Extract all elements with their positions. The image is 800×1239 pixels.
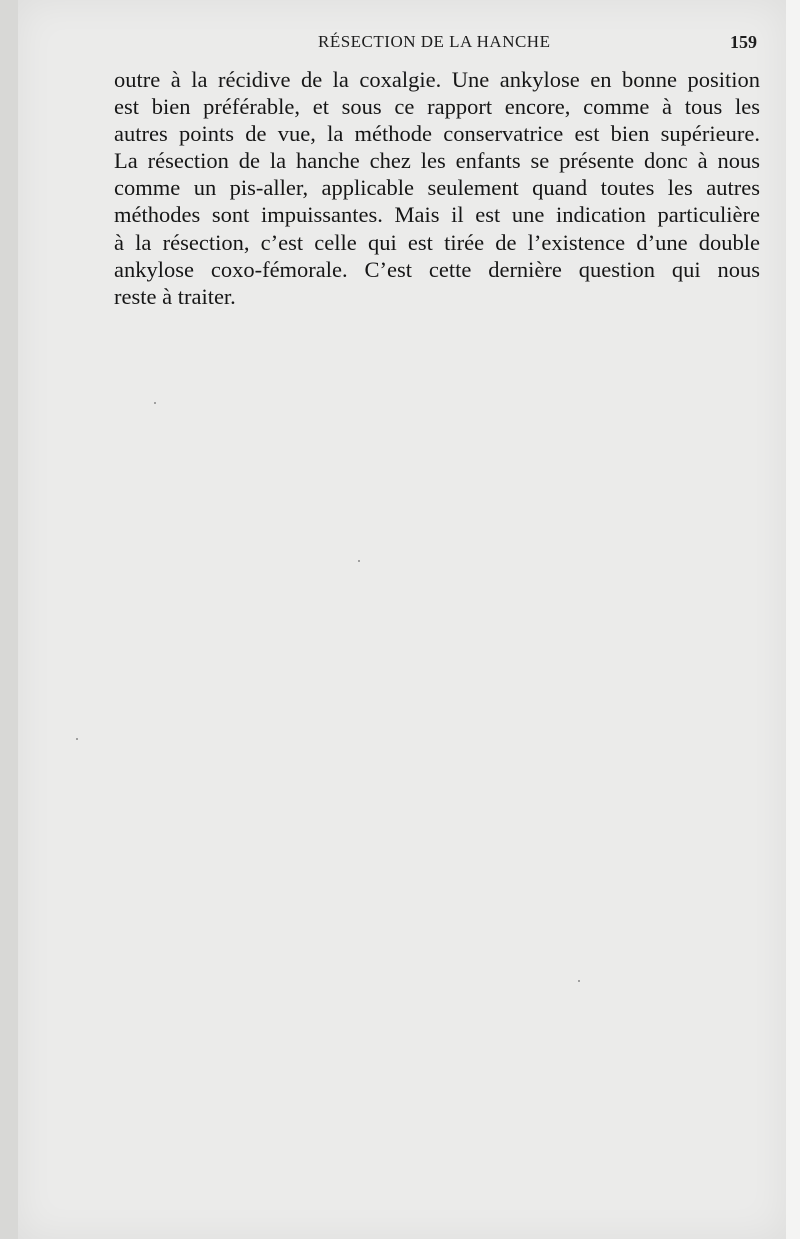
text-line: outre à la récidive de la coxalgie. Une ankylose en bonne position	[114, 67, 760, 92]
body-text	[114, 66, 760, 310]
text-line: autres points de vue, la méthode conservatrice est bien supérieure.	[114, 121, 760, 147]
text-line: méthodes sont impuissantes. Mais il est une indication particulière	[114, 202, 760, 228]
running-head: RÉSECTION DE LA HANCHE	[318, 32, 551, 51]
text-line: comme un pis-aller, applicable seulement quand toutes les autres	[114, 175, 760, 201]
text-line: reste à traiter.	[114, 283, 236, 309]
text-line: ankylose coxo-fémorale. C’est cette dernière question qui nous	[114, 256, 760, 282]
book-page	[18, 0, 786, 1239]
paper-speck	[358, 560, 360, 562]
paper-speck	[578, 980, 580, 982]
show-through-texture	[114, 480, 764, 1140]
paper-speck	[76, 738, 78, 740]
page-number: 159	[730, 32, 757, 52]
page-edge	[786, 0, 800, 1239]
text-line: est bien préférable, et sous ce rapport encore, comme à tous les	[114, 94, 760, 120]
paper-speck	[154, 402, 156, 404]
text-line: La résection de la hanche chez les enfants se présente donc à nous	[114, 148, 760, 174]
text-line: à la résection, c’est celle qui est tirée de l’existence d’une double	[114, 229, 760, 255]
